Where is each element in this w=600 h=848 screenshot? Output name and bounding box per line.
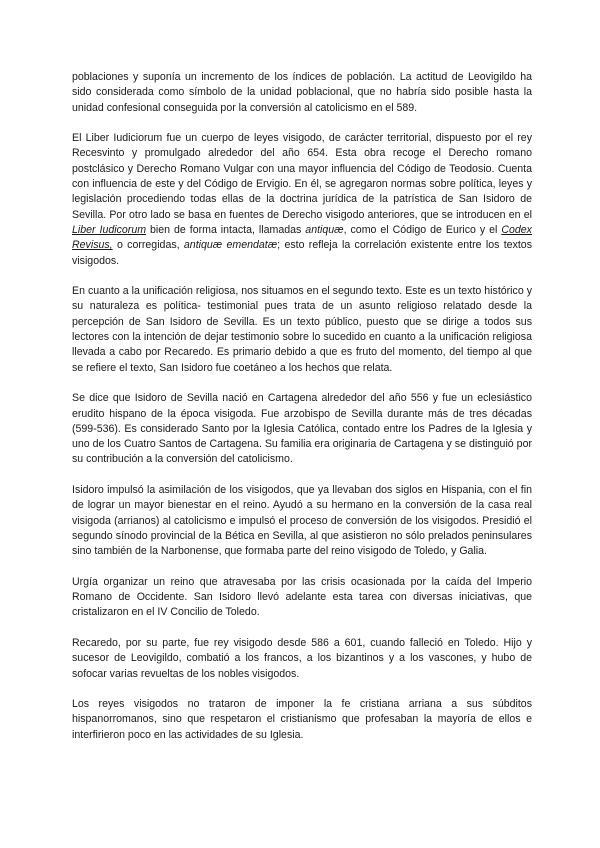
paragraph-3: En cuanto a la unificación religiosa, nos situamos en el segundo texto. Este es un texto histórico y su naturaleza es política- testimonial pues trata de un asunto religioso relatado desde la percepción de San Isidoro de Sevilla. Es un texto público, puesto que se dirige a todos sus lectores con la intención de dejar testimonio sobre lo sucedido en cuanto a la unificación religiosa llevada a cabo por Recaredo. Es primario debido a que es fruto del momento, del tiempo al que se refiere el texto, San Isidoro fue coetáneo a los hechos que relata. [72, 285, 532, 374]
paragraph-2-text-1: El Liber Iudiciorum fue un cuerpo de leyes visigodo, de carácter territorial, dispuesto por el rey Recesvinto y promulgado alrededor del año 654. Esta obra recoge el Derecho romano postclásico y Derecho Romano Vulgar con una mayor influencia del Código de Teodosio. Cuenta con influencia de este y del Código de Ervigio. En él, se agregaron normas sobre política, leyes y legislación procediendo todas ellas de la doctrina jurídica de la patrística de San Isidoro de Sevilla. Por otro lado se basa en fuentes de Derecho visigodo anteriores, que se introducen en el [72, 132, 532, 221]
paragraph-5: Isidoro impulsó la asimilación de los visigodos, que ya llevaban dos siglos en Hispania, con el fin de lograr un mayor bienestar en el reino. Ayudó a su hermano en la conversión de la casa real visigoda (arrianos) al catolicismo e impulsó el proceso de conversión de los visigodos. Presidió el segundo sínodo provincial de la Bética en Sevilla, al que asistieron no sólo prelados peninsulares sino también de la Narbonense, que formaba parte del reino visigodo de Toledo, y Galia. [72, 484, 532, 558]
paragraph-2 [72, 131, 532, 269]
paragraph-4: Se dice que Isidoro de Sevilla nació en Cartagena alrededor del año 556 y fue un eclesiástico erudito hispano de la época visigoda. Fue arzobispo de Sevilla durante más de tres décadas (599-536). Es considerado Santo por la Iglesia Católica, contado entre los Padres de la Iglesia y uno de los Cuatro Santos de Cartagena. Su familia era originaria de Cartagena y se distinguió por su contribución a la conversión del catolicismo. [72, 392, 532, 466]
paragraph-1: poblaciones y suponía un incremento de los índices de población. La actitud de Leovigildo ha sido considerada como símbolo de la unidad poblacional, que no habría sido posible hasta la unidad confesional conseguida por la conversión al catolicismo en el 589. [72, 71, 532, 114]
paragraph-7: Recaredo, por su parte, fue rey visigodo desde 586 a 601, cuando falleció en Toledo. Hijo y sucesor de Leovigildo, combatió a los francos, a los bizantinos y a los vascones, y hubo de sofocar varias revueltas de los nobles visigodos. [72, 636, 532, 680]
paragraph-8: Los reyes visigodos no trataron de imponer la fe cristiana arriana a sus súbditos hispanorromanos, sino que respetaron el cristianismo que profesaban la mayoría de ellos e interfirieron poco en las actividades de su Iglesia. [72, 698, 532, 741]
paragraph-2-text-3: , como el Código de Eurico y el [343, 223, 498, 236]
liber-iudicorum-link[interactable]: Liber Iudicorum [72, 223, 147, 236]
paragraph-2-text-2: bien de forma intacta, llamadas [150, 223, 302, 236]
codex-revisus-link[interactable]: Codex Revisus, [72, 223, 532, 252]
paragraph-2-text-4: o corregidas, [116, 239, 180, 252]
paragraph-6: Urgía organizar un reino que atravesaba por las crisis ocasionada por la caída del Imperio Romano de Occidente. San Isidoro llevó adelante esta tarea con diversas iniciativas, que cristalizaron en el IV Concilio de Toledo. [72, 575, 532, 619]
document-body [72, 70, 532, 743]
antiquae-emendatae-term: antiquæ emendatæ [183, 239, 278, 252]
paragraph-2-text-5: ; esto refleja la correlación existente entre los textos visigodos. [72, 239, 532, 267]
antiquae-term: antiquæ [305, 223, 344, 236]
